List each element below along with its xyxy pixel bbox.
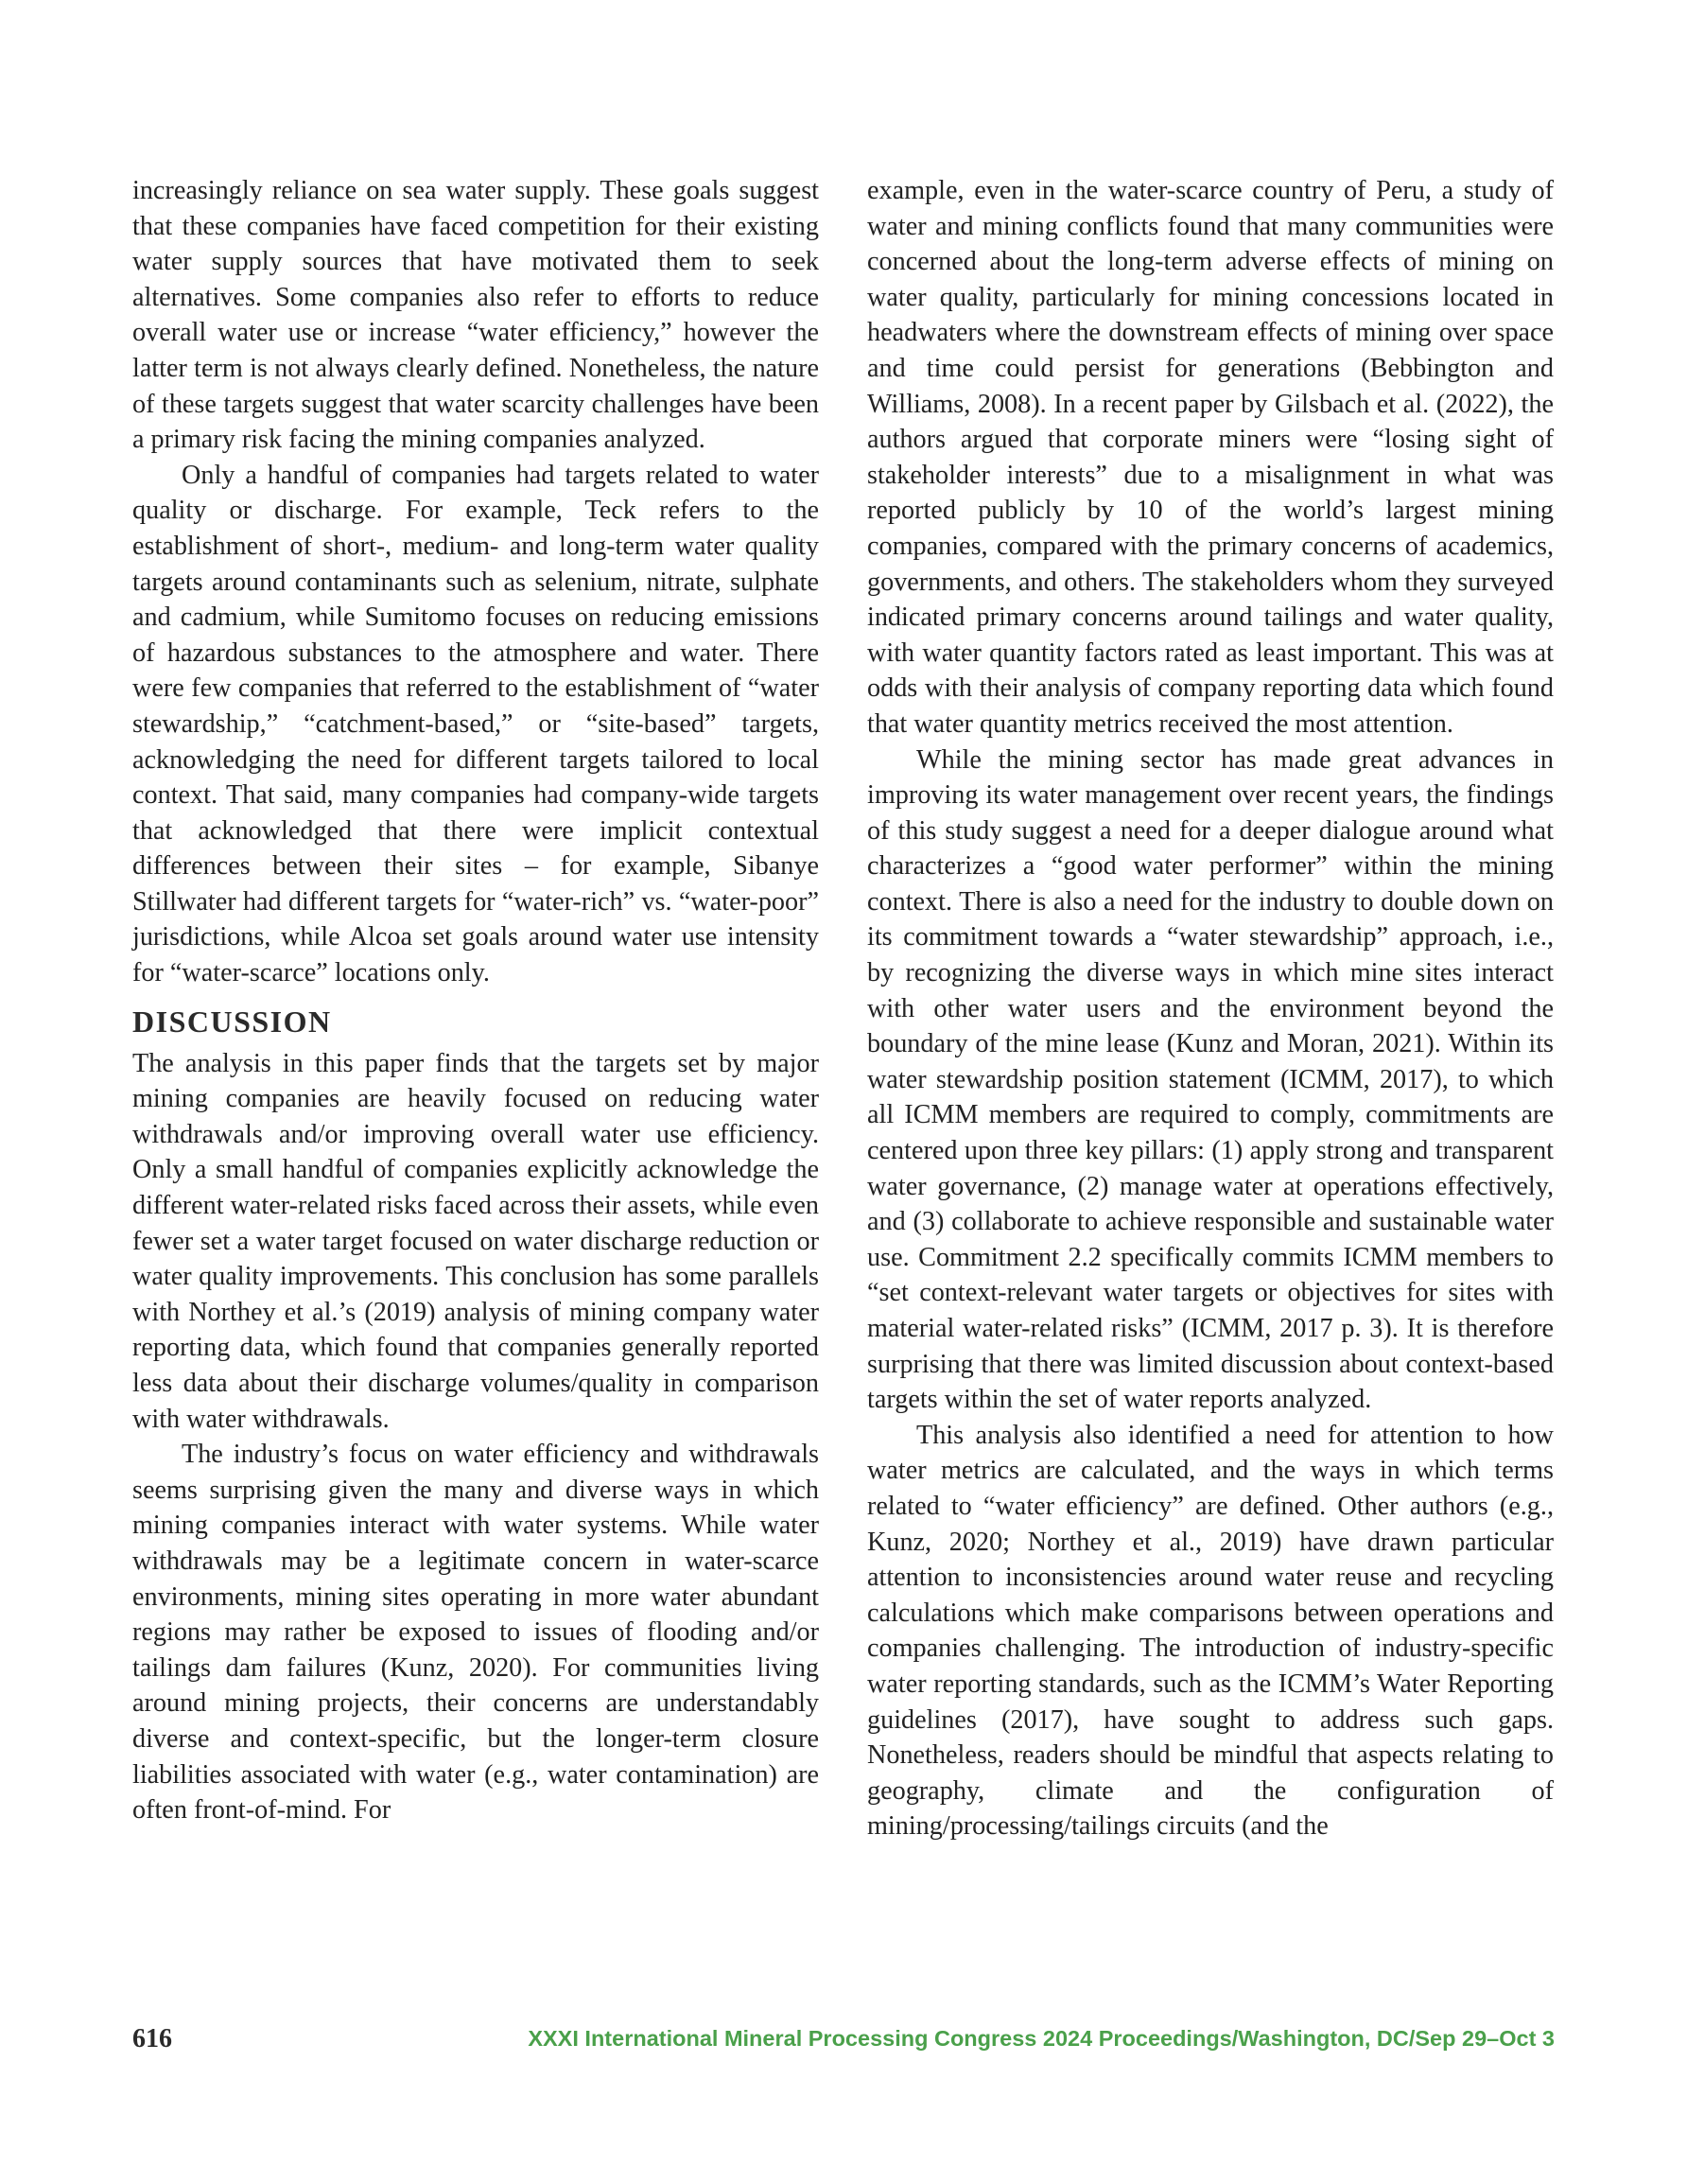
section-heading-discussion: DISCUSSION (132, 1004, 332, 1039)
body-paragraph: While the mining sector has made great advances in improving its water management over recent years, the findings of this study suggest a need for a deeper dialogue around what characterizes a “good water performer” within the mining context. There is also a need for the industry to double down on its commitment towards a “water stewardship” approach, i.e., by recognizing the diverse ways in which mine sites interact with other water users and the environment beyond the boundary of the mine lease (Kunz and Moran, 2021). Within its water stewardship position statement (ICMM, 2017), to which all ICMM members are required to comply, commitments are centered upon three key pillars: (1) apply strong and transparent water governance, (2) manage water at operations effectively, and (3) collaborate to achieve responsible and sustainable water use. Commitment 2.2 specifically commits ICMM members to “set context-relevant water targets or objectives for sites with material water-related risks” (ICMM, 2017 p. 3). It is therefore surprising that there was limited discussion about context-based targets within the set of water reports analyzed. (867, 744, 1554, 1415)
body-paragraph: This analysis also identified a need for attention to how water metrics are calculated, and the ways in which terms related to “water efficiency” are defined. Other authors (e.g., Kunz, 2020; Northey et al., 2019) have drawn particular attention to inconsistencies around water reuse and recycling calculations which make comparisons between operations and companies challenging. The introduction of industry-specific water reporting standards, such as the ICMM’s Water Reporting guidelines (2017), have sought to address such gaps. Nonetheless, readers should be mindful that aspects relating to geography, climate and the configuration of mining/processing/tailings circuits (and the (867, 1420, 1554, 1842)
page-footer (132, 2024, 1555, 2062)
body-paragraph: Only a handful of companies had targets related to water quality or discharge. For example, Teck refers to the establishment of short-, medium- and long-term water quality targets around contaminants such as selenium, nitrate, sulphate and cadmium, while Sumitomo focuses on reducing emissions of hazardous substances to the atmosphere and water. There were few companies that referred to the establishment of “water stewardship,” “catchment-based,” or “site-based” targets, acknowledging the need for different targets tailored to local context. That said, many companies had company-wide targets that acknowledged that there were implicit contextual differences between their sites – for example, Sibanye Stillwater had different targets for “water-rich” vs. “water-poor” jurisdictions, while Alcoa set goals around water use intensity for “water-scarce” locations only. (132, 460, 819, 988)
body-paragraph: example, even in the water-scarce country of Peru, a study of water and mining conflicts found that many communities were concerned about the long-term adverse effects of mining on water quality, particularly for mining concessions located in headwaters where the downstream effects of mining over space and time could persist for generations (Bebbington and Williams, 2008). In a recent paper by Gilsbach et al. (2022), the authors argued that corporate miners were “losing sight of stakeholder interests” due to a misalignment in what was reported publicly by 10 of the world’s largest mining companies, compared with the primary concerns of academics, governments, and others. The stakeholders whom they surveyed indicated primary concerns around tailings and water quality, with water quantity factors rated as least important. This was at odds with their analysis of company reporting data which found that water quantity metrics received the most attention. (867, 176, 1554, 739)
right-column (867, 173, 1554, 1844)
body-paragraph: The industry’s focus on water efficiency and withdrawals seems surprising given the many and diverse ways in which mining companies interact with water systems. While water withdrawals may be a legitimate concern in water-scarce environments, mining sites operating in more water abundant regions may rather be exposed to issues of flooding and/or tailings dam failures (Kunz, 2020). For communities living around mining projects, their concerns are understandably diverse and context-specific, but the longer-term closure liabilities associated with water (e.g., water contamination) are often front-of-mind. For (132, 1440, 819, 1826)
page-number: 616 (132, 2024, 172, 2053)
conference-title: XXXI International Mineral Processing Congress 2024 Proceedings/Washington, DC/Sep 29–Oct 3 (528, 2026, 1555, 2051)
body-paragraph: The analysis in this paper finds that the targets set by major mining companies are heavily focused on reducing water withdrawals and/or improving overall water use efficiency. Only a small handful of companies explicitly acknowledge the different water-related risks faced across their assets, while even fewer set a water target focused on water discharge reduction or water quality improvements. This conclusion has some parallels with Northey et al.’s (2019) analysis of mining company water reporting data, which found that companies generally reported less data about their discharge volumes/quality in comparison with water withdrawals. (132, 1048, 819, 1434)
body-paragraph: increasingly reliance on sea water supply. These goals suggest that these companies have faced competition for their existing water supply sources that have motivated them to seek alternatives. Some companies also refer to efforts to reduce overall water use or increase “water efficiency,” however the latter term is not always clearly defined. Nonetheless, the nature of these targets suggest that water scarcity challenges have been a primary risk facing the mining companies analyzed. (132, 176, 819, 455)
left-column (132, 173, 819, 1828)
